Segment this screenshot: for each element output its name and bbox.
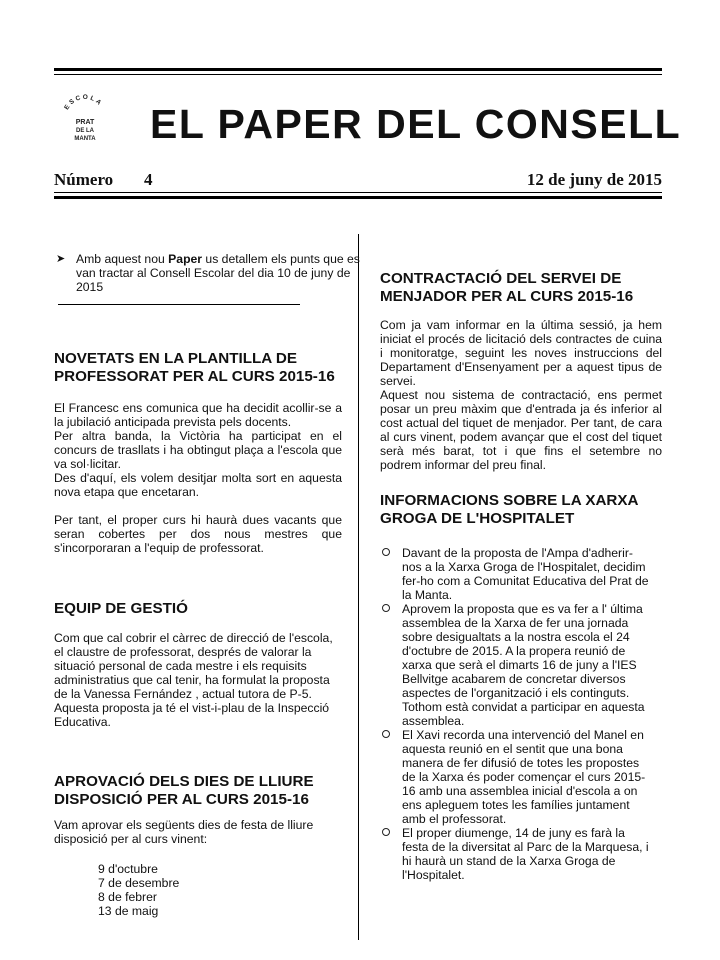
list-item-text: El Xavi recorda una intervenció del Manel en aquesta reunió en el sentit que una bona manera de fer difusió de totes les propostes de la Xarxa és poder començar el curs 2015-16 amb una assemblea inicial d'escola a on ens apleguem totes les famílies juntament amb el professorat. [402,728,646,826]
section-canteen-paragraph: Com ja vam informar en la última sessió, ja hem iniciat el procés de licitació dels contractes de cuina i monitoratge, seguint les noves instruccions del Departament d'Ensenyament per a aquest tipus de servei. [380,318,662,388]
logo-arc-text: ESCOLA [63,94,104,112]
school-logo-icon [58,94,112,146]
section-staff-heading: NOVETATS EN LA PLANTILLA DE PROFESSORAT PER AL CURS 2015-16 [54,350,335,385]
circle-bullet-icon [382,548,390,556]
school-logo [58,94,112,146]
intro-text-bold: Paper [168,252,203,266]
logo-word-3: MANTA [74,136,96,142]
section-management-paragraph: Com que cal cobrir el càrrec de direcció de l'escola, el claustre de professorat, després de valorar la situació personal de cada mestre i els requisits administratius que cal tenir, ha formulat la proposta de la Vanessa Fernández , actual tutora de P-5. Aquesta proposta ja té el vist-i-plau de la Inspecció Educativa. [54,631,333,729]
column-divider [358,234,359,940]
list-item [380,728,652,826]
section-management-heading: EQUIP DE GESTIÓ [54,600,188,617]
section-free-days [54,773,342,918]
svg-text:ESCOLA [63,94,103,111]
intro-note [54,252,366,294]
section-canteen-heading: CONTRACTACIÓ DEL SERVEI DE MENJADOR PER AL CURS 2015-16 [380,270,634,305]
free-day-item: 13 de maig [98,904,159,918]
newsletter-title: EL PAPER DEL CONSELL [150,101,682,147]
section-staff-paragraph: Des d'aquí, els volem desitjar molta sort en aquesta nova etapa que encetaran. [54,471,342,499]
list-item-text: Aprovem la proposta que es va fer a l' última assemblea de la Xarxa de fer una jornada sobre desigualtats a la nostra escola el 24 d'octubre de 2015. A la propera reunió de xarxa que serà el dimarts 16 de juny a l'IES Bellvitge acabarem de concretar diversos aspectes de l'organització i els continguts. Tothom està convidat a participar en aquesta assemblea. [402,602,645,728]
section-canteen-paragraph: Aquest nou sistema de contractació, ens permet posar un preu màxim que d'entrada ja és inferior al cost actual del tiquet de menjador. Per tant, de cara al curs vinent, podem avançar que el cost del tiquet serà més barat, tot i que fins el setembre no podrem informar del preu final. [380,388,662,472]
free-days-list [98,862,342,918]
logo-word-1: PRAT [75,119,95,126]
circle-bullet-icon [382,604,390,612]
yellow-network-list [380,546,652,882]
arrow-bullet-icon: ➤ [56,253,66,265]
list-item-text: El proper diumenge, 14 de juny es farà la festa de la diversitat al Parc de la Marquesa, i hi haurà un stand de la Xarxa Groga de l'Hospitalet. [402,826,649,882]
intro-text-after: us detallem els punts que es van tractar al Consell Escolar del dia 10 de juny de 2015 [76,252,360,294]
list-item [380,546,652,602]
free-day-item: 9 d'octubre [98,862,158,876]
section-canteen [380,270,662,472]
section-staff-paragraph: Per altra banda, la Victòria ha participat en el concurs de trasllats i ha obtingut plaça a l'escola que va sol·licitar. [54,429,342,471]
issue-rule-thin [54,192,662,193]
section-free-days-heading: APROVACIÓ DELS DIES DE LLIURE DISPOSICIÓ PER AL CURS 2015-16 [54,773,314,808]
list-item-text: Davant de la proposta de l'Ampa d'adherir-nos a la Xarxa Groga de l'Hospitalet, decidim fer-ho com a Comunitat Educativa del Prat de la Manta. [402,546,649,602]
section-management [54,600,342,729]
free-day-item: 7 de desembre [98,876,180,890]
free-day-item: 8 de febrer [98,890,157,904]
circle-bullet-icon [382,730,390,738]
intro-text-before: Amb aquest nou [76,252,169,266]
section-staff [54,350,342,555]
section-yellow-network [380,492,662,882]
issue-number-value: 4 [144,170,153,189]
issue-number-label: Número [54,170,114,189]
list-item [380,602,652,728]
section-staff-paragraph: El Francesc ens comunica que ha decidit acollir-se a la jubilació anticipada prevista pels docents. [54,401,342,429]
issue-date: 12 de juny de 2015 [526,170,662,189]
section-yellow-network-heading: INFORMACIONS SOBRE LA XARXA GROGA DE L'HOSPITALET [380,492,638,527]
issue-rule-thick [54,196,662,199]
list-item [380,826,652,882]
section-staff-paragraph: Per tant, el proper curs hi haurà dues vacants que seran cobertes per dos nous mestres que s'incorporaran a l'equip de professorat. [54,513,342,555]
intro-underline [58,304,300,305]
top-rule-thick [54,68,662,71]
circle-bullet-icon [382,828,390,836]
top-rule-thin [54,74,662,75]
logo-word-2: DE LA [76,128,94,134]
section-free-days-paragraph: Vam aprovar els següents dies de festa de lliure disposició per al curs vinent: [54,818,314,846]
